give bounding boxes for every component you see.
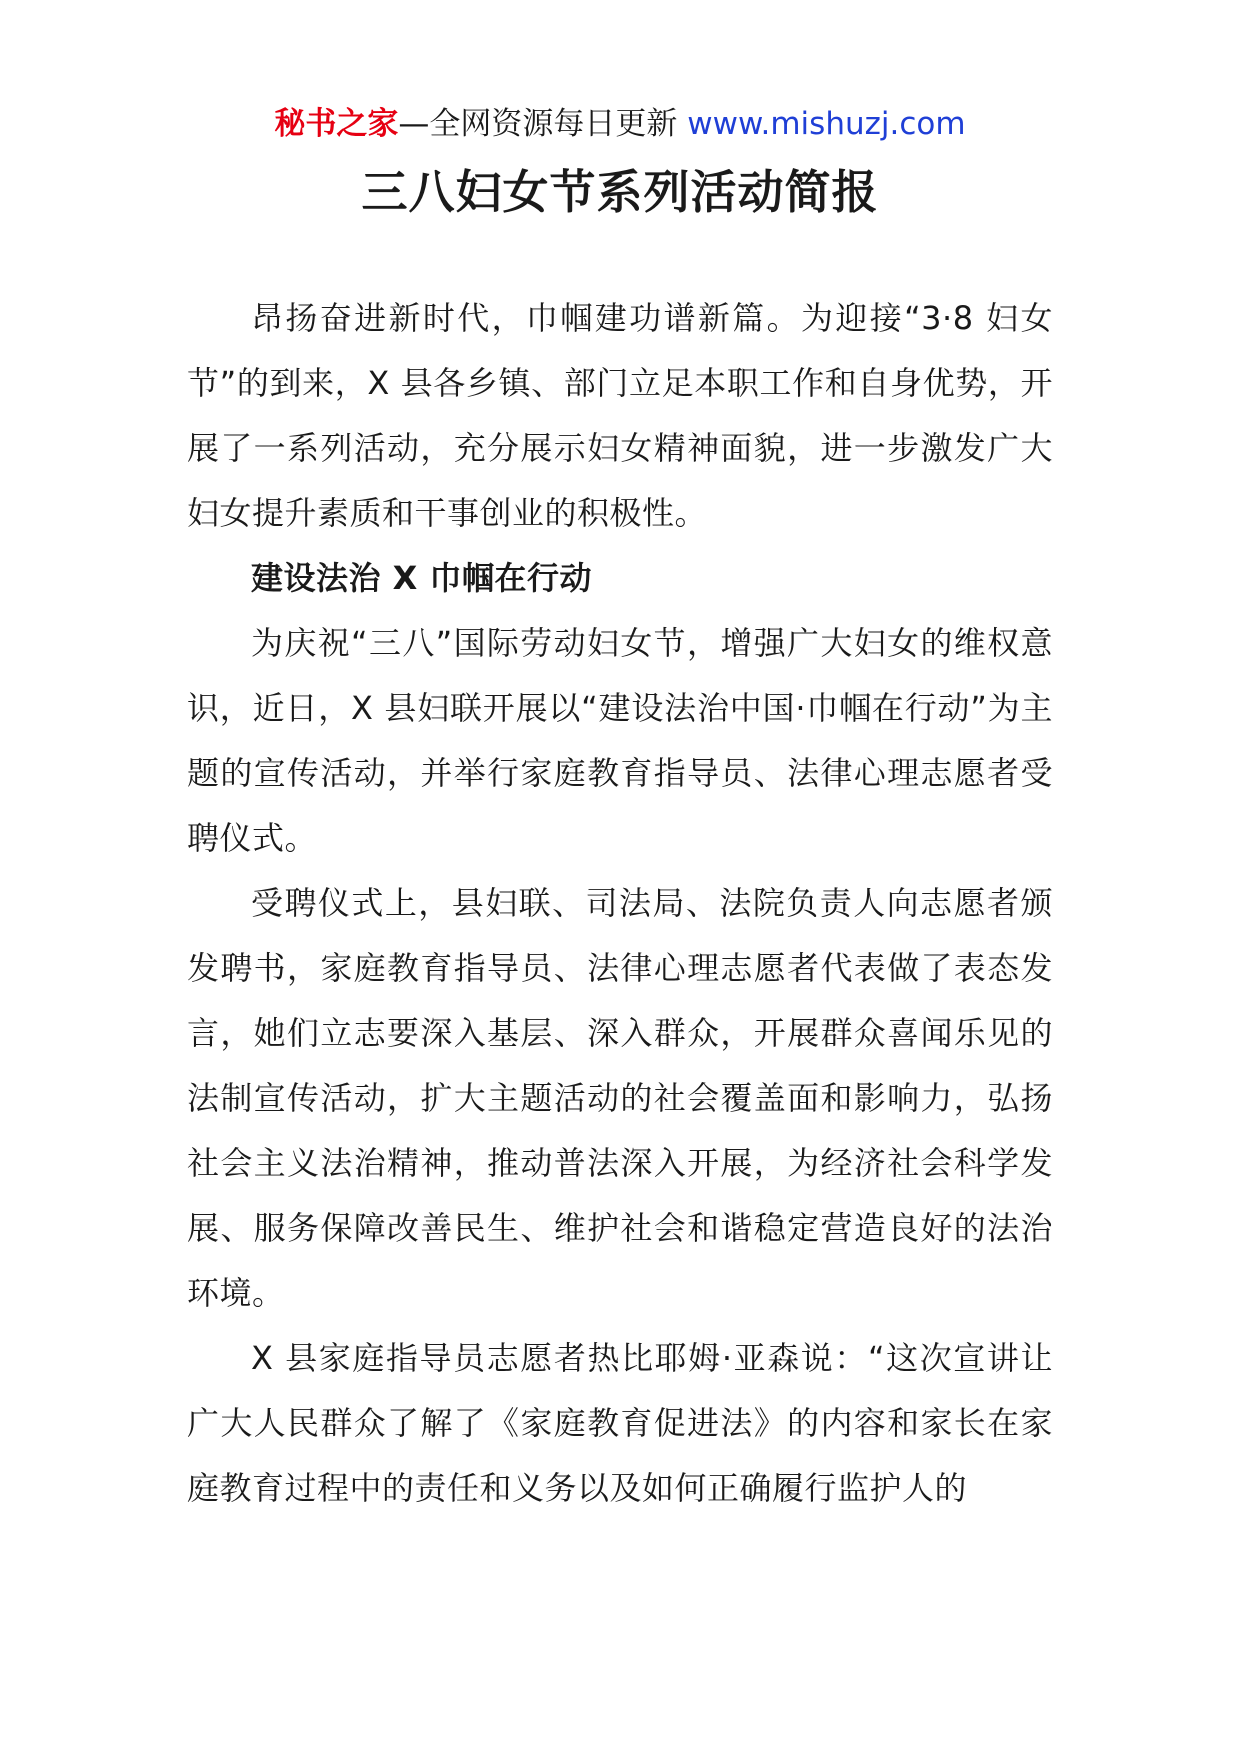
paragraph-ceremony: 受聘仪式上，县妇联、司法局、法院负责人向志愿者颁发聘书，家庭教育指导员、法律心理志愿者代表做了表态发言，她们立志要深入基层、深入群众，开展群众喜闻乐见的法制宣传活动，扩大主题活动的社会覆盖面和影响力，弘扬社会主义法治精神，推动普法深入开展，为经济社会科学发展、服务保障改善民生、维护社会和谐稳定营造良好的法治环境。 (187, 884, 1053, 1312)
paragraph-event: 为庆祝“三八”国际劳动妇女节，增强广大妇女的维权意识，近日，X 县妇联开展以“建设法治中国·巾帼在行动”为主题的宣传活动，并举行家庭教育指导员、法律心理志愿者受聘仪式。 (187, 624, 1053, 857)
banner-tagline: —全网资源每日更新 (398, 106, 678, 142)
paragraph-intro: 昂扬奋进新时代，巾帼建功谱新篇。为迎接“3·8 妇女节”的到来，X 县各乡镇、部门立足本职工作和自身优势，开展了一系列活动，充分展示妇女精神面貌，进一步激发广大妇女提升素质和干事创业的积极性。 (187, 299, 1053, 532)
site-banner (0, 103, 1240, 145)
document-body (187, 286, 1053, 1521)
document-title: 三八妇女节系列活动简报 (361, 165, 879, 219)
section-heading: 建设法治 X 巾帼在行动 (251, 559, 592, 597)
brand-name: 秘书之家 (274, 106, 399, 142)
paragraph-quote: X 县家庭指导员志愿者热比耶姆·亚森说：“这次宣讲让广大人民群众了解了《家庭教育促进法》的内容和家长在家庭教育过程中的责任和义务以及如何正确履行监护人的 (187, 1339, 1053, 1507)
site-url-link[interactable]: www.mishuzj.com (687, 106, 966, 142)
